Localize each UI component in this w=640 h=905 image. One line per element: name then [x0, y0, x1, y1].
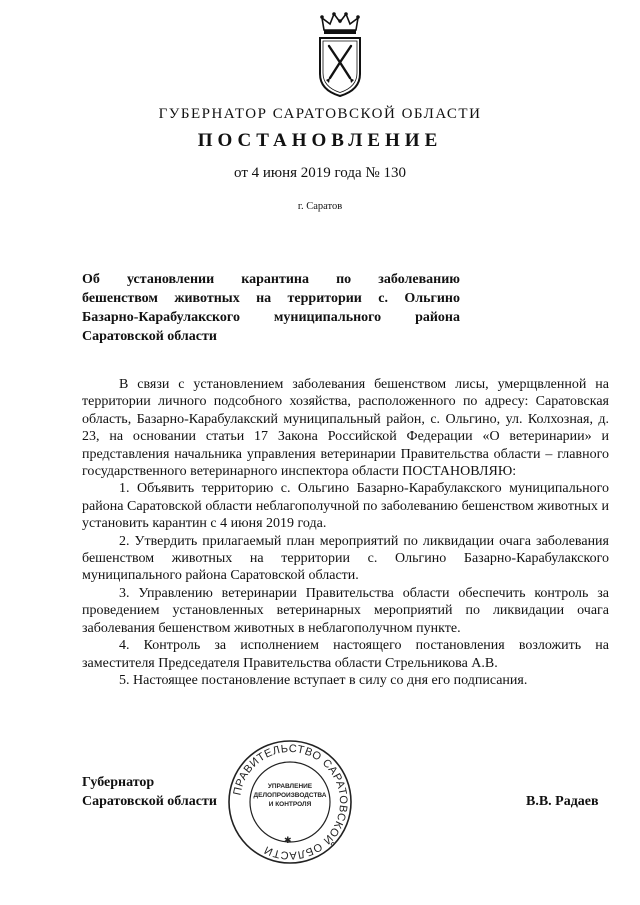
subject-line: Об установлении карантина по заболеванию	[82, 272, 460, 287]
document-subject	[82, 270, 460, 346]
subject-line: Базарно-Карабулакского муниципального района	[82, 310, 460, 325]
resolution-item: 2. Утвердить прилагаемый план мероприятий по ликвидации очага заболевания бешенством животных на территории с. Ольгино Базарно-Карабулакского муниципального района Саратовской области.	[82, 533, 609, 584]
subject-line: бешенством животных на территории с. Ольгино	[82, 291, 460, 306]
stamp-center-line: И КОНТРОЛЯ	[268, 801, 312, 808]
resolution-item: 3. Управлению ветеринарии Правительства области обеспечить контроль за проведением установленных ветеринарных мероприятий по ликвидации очага заболевания бешенством животных в неблагополучном пункте.	[82, 585, 609, 636]
preamble-paragraph: В связи с установлением заболевания бешенством лисы, умерщвленной на территории личного подсобного хозяйства, расположенного по адресу: Саратовская область, Базарно-Карабулакский муниципальный район, с. Ольгино, ул. Колхозная, д. 23, на основании статьи 17 Закона Российской Федерации «О ветеринарии» и представления начальника управления ветеринарии Правительства области – главного государственного ветеринарного инспектора области ПОСТАНОВЛЯЮ:	[82, 377, 609, 480]
signatory-name: В.В. Радаев	[526, 794, 599, 809]
signatory-position	[82, 773, 217, 811]
document-city: г. Саратов	[297, 201, 343, 212]
document-date-number: от 4 июня 2019 года № 130	[234, 165, 406, 181]
stamp-star-icon: ✱	[284, 835, 292, 845]
stamp-center-line: УПРАВЛЕНИЕ	[267, 783, 313, 790]
signatory-position-line: Саратовской области	[82, 794, 217, 809]
document-body	[82, 376, 609, 689]
issuing-authority: ГУБЕРНАТОР САРАТОВСКОЙ ОБЛАСТИ	[158, 106, 482, 122]
resolution-item: 1. Объявить территорию с. Ольгино Базарно-Карабулакского муниципального района Саратовской области неблагополучной по заболеванию бешенством животных и установить карантин с 4 июня 2019 года.	[82, 481, 609, 532]
stamp-center-line: ДЕЛОПРОИЗВОДСТВА	[253, 792, 327, 799]
document-type-title: ПОСТАНОВЛЕНИЕ	[197, 130, 443, 151]
resolution-item: 5. Настоящее постановление вступает в силу со дня его подписания.	[119, 672, 528, 688]
stamp-center-text	[252, 782, 328, 809]
subject-line: Саратовской области	[82, 329, 217, 344]
signatory-position-line: Губернатор	[82, 775, 155, 790]
coat-of-arms-emblem	[316, 12, 364, 98]
resolution-item: 4. Контроль за исполнением настоящего постановления возложить на заместителя Председателя Правительства области Стрельникова А.В.	[82, 638, 609, 671]
stamp-ring-text: ПРАВИТЕЛЬСТВО САРАТОВСКОЙ ОБЛАСТИ	[231, 742, 350, 862]
